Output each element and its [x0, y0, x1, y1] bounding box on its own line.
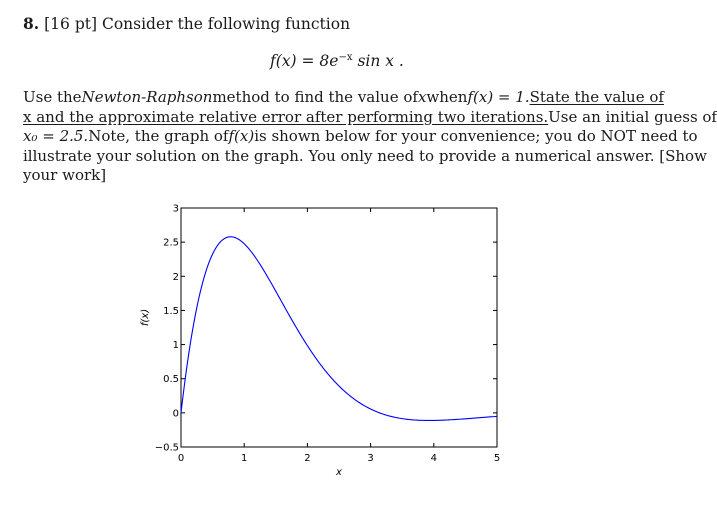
x-tick-label: 4	[430, 453, 437, 464]
text-segment: Use the	[23, 88, 82, 106]
text-segment: when	[426, 88, 468, 106]
text-segment: Note, the graph of	[88, 127, 229, 145]
function-ref: f(x)	[228, 127, 255, 145]
x-tick-label: 0	[177, 453, 185, 464]
y-tick-label: 0	[172, 408, 179, 420]
text-segment: your work]	[23, 166, 107, 184]
y-axis-label: f(x)	[140, 308, 151, 327]
y-tick-label: −0.5	[154, 442, 179, 454]
paragraph-line-3	[23, 127, 698, 147]
text-segment: method to find the value of	[212, 88, 418, 106]
problem-header	[23, 14, 350, 33]
condition-text: f(x) = 1.	[467, 88, 530, 106]
paragraph-line-5	[23, 166, 649, 186]
text-segment: illustrate your solution on the graph. You only need to provide a numerical answer. [Show	[23, 146, 707, 165]
text-segment: Use an initial guess of	[548, 107, 717, 126]
underlined-task: State the value of	[529, 88, 664, 106]
problem-intro: Consider the following function	[101, 15, 351, 33]
x-tick-label: 2	[304, 453, 311, 464]
x-tick-label: 3	[367, 453, 374, 464]
y-tick-label: 1.5	[163, 305, 179, 317]
variable-x: x	[417, 88, 427, 106]
text-segment: is shown below for your convenience; you do NOT need to	[254, 127, 698, 145]
y-tick-label: 2	[172, 271, 179, 283]
x-axis-ticks	[178, 208, 500, 464]
y-axis-ticks	[155, 204, 497, 454]
plot-frame	[181, 208, 497, 447]
y-tick-label: 0.5	[163, 374, 179, 386]
problem-number: 8.	[23, 14, 40, 33]
y-tick-label: 3	[172, 203, 179, 215]
underlined-task: x and the approximate relative error after performing two iterations.	[23, 107, 549, 126]
x-tick-label: 5	[493, 453, 501, 464]
problem-points: [16 pt]	[44, 15, 98, 33]
y-tick-label: 2.5	[163, 237, 179, 249]
method-name: Newton-Raphson	[81, 88, 213, 106]
equation-lhs: f(x) = 8	[270, 52, 330, 70]
paragraph-line-4	[23, 146, 707, 167]
x-tick-label: 1	[241, 453, 248, 464]
x-axis-label: x	[336, 467, 342, 478]
y-tick-label: 1	[172, 340, 179, 352]
function-equation	[270, 52, 404, 70]
initial-guess: x₀ = 2.5.	[23, 127, 89, 145]
equation-exponent: −x	[338, 52, 353, 63]
equation-base: e	[329, 52, 339, 70]
problem-paragraph	[23, 88, 717, 186]
equation-rhs: sin x .	[357, 52, 404, 70]
paragraph-line-1	[23, 88, 664, 108]
function-curve	[181, 237, 497, 421]
paragraph-line-2	[23, 107, 717, 128]
